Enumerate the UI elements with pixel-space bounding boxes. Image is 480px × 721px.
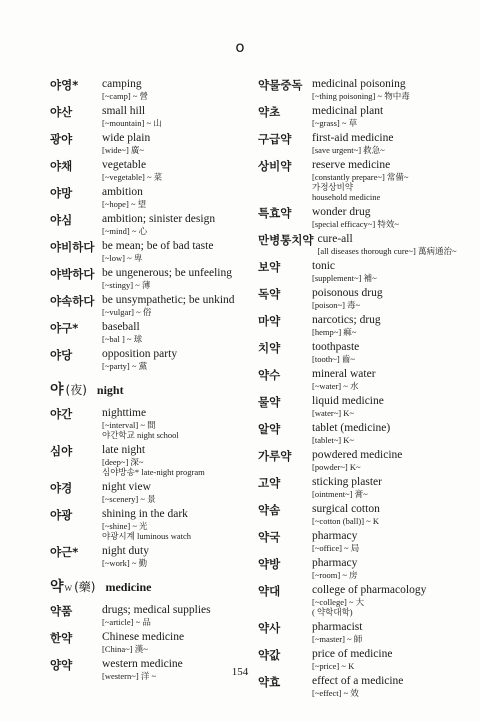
entry-headword: 가루약 <box>258 449 292 463</box>
entry-definition-block <box>312 675 458 698</box>
entry-example: 가정상비약 <box>312 182 354 192</box>
entry-definition: night view <box>102 481 151 493</box>
entry-etymology: [powder~] K~ <box>312 462 361 472</box>
entry-definition-block <box>102 321 255 344</box>
section-hanja: (夜) <box>65 383 87 397</box>
entry-definition-block <box>102 631 255 654</box>
entry-headword: 고약 <box>258 476 281 490</box>
entry-definition-block <box>312 368 458 391</box>
entry-etymology: [~hope] ~ 望 <box>102 199 147 209</box>
entry-etymology: [~office] ~ 局 <box>312 543 360 553</box>
entry-headword: 야채 <box>50 159 73 173</box>
dictionary-entry <box>50 132 255 155</box>
entry-definition: surgical cotton <box>312 503 380 515</box>
dictionary-entry <box>50 78 255 101</box>
entry-example: ( 약학대학) <box>312 607 353 617</box>
entry-etymology: [China~] 漢~ <box>102 644 148 654</box>
entry-definition-block <box>102 213 255 236</box>
entry-etymology: [~effect] ~ 效 <box>312 688 359 698</box>
entry-headword: 양약 <box>50 658 73 672</box>
entry-definition: night duty <box>102 545 149 557</box>
entry-definition: late night <box>102 444 146 456</box>
entry-etymology: [all diseases thorough cure~] 萬病通治~ <box>317 246 457 256</box>
entry-definition-block <box>312 584 458 617</box>
dictionary-entry <box>50 444 255 477</box>
entry-definition: tablet (medicine) <box>312 422 391 434</box>
entry-headword: 야박하다 <box>50 267 95 281</box>
section-headword: 약 <box>50 579 64 595</box>
dictionary-entry <box>258 476 458 499</box>
entry-etymology: [~water] ~ 水 <box>312 381 359 391</box>
entry-definition: wonder drug <box>312 206 371 218</box>
entry-definition-block <box>312 621 458 644</box>
dictionary-entry <box>258 530 458 553</box>
dictionary-entry <box>258 159 458 202</box>
entry-definition-block <box>312 557 458 580</box>
entry-headword: 마약 <box>258 314 281 328</box>
entry-headword: 야경 <box>50 481 73 495</box>
entry-definition: price of medicine <box>312 648 393 660</box>
entry-definition-block <box>102 132 255 155</box>
entry-definition: pharmacy <box>312 557 358 569</box>
entry-etymology: [~cotton (ball)] ~ K <box>312 516 380 526</box>
entry-definition-block <box>102 78 255 101</box>
entry-definition-block <box>312 260 458 283</box>
dictionary-entry <box>50 348 255 371</box>
dictionary-entry <box>258 105 458 128</box>
entry-headword: 한약 <box>50 631 73 645</box>
entry-etymology: [tooth~] 齒~ <box>312 354 355 364</box>
section-meaning: medicine <box>105 580 152 594</box>
dictionary-entry <box>50 294 255 317</box>
entry-headword: 약사 <box>258 621 281 635</box>
entry-headword: 광야 <box>50 132 73 146</box>
entry-definition: baseball <box>102 321 140 333</box>
dictionary-entry <box>258 206 458 229</box>
entry-etymology: [~vulgar] ~ 俗 <box>102 307 152 317</box>
entry-definition-block <box>102 240 255 263</box>
entry-example: 야광시계 luminous watch <box>102 531 192 541</box>
entry-etymology: [poison~] 毒~ <box>312 300 361 310</box>
entry-definition: effect of a medicine <box>312 675 404 687</box>
entry-etymology: [~grass] ~ 草 <box>312 118 358 128</box>
entry-etymology: [~college] ~ 大 <box>312 597 365 607</box>
entry-definition: liquid medicine <box>312 395 384 407</box>
entry-headword: 독약 <box>258 287 281 301</box>
entry-definition: western medicine <box>102 658 183 670</box>
dictionary-entry <box>258 675 458 698</box>
entry-definition-block <box>312 503 458 526</box>
entry-definition: wide plain <box>102 132 151 144</box>
entry-definition: pharmacy <box>312 530 358 542</box>
entry-definition: first-aid medicine <box>312 132 394 144</box>
entry-etymology: [~mind] ~ 心 <box>102 226 148 236</box>
dictionary-entry <box>258 287 458 310</box>
entry-definition-block <box>312 105 458 128</box>
entry-definition: ambition <box>102 186 143 198</box>
entry-headword: 약수 <box>258 368 281 382</box>
entry-headword: 야영* <box>50 78 79 92</box>
dictionary-entry <box>50 407 255 440</box>
entry-headword: 구급약 <box>258 132 292 146</box>
entry-etymology: [~shine] ~ 光 <box>102 521 148 531</box>
entry-headword: 약품 <box>50 604 73 618</box>
dictionary-entry <box>50 186 255 209</box>
entry-headword: 야구* <box>50 321 79 335</box>
entry-headword: 심야 <box>50 444 73 458</box>
entry-headword: 약초 <box>258 105 281 119</box>
entry-definition-block <box>312 314 458 337</box>
entry-etymology: [deep~] 深~ <box>102 457 144 467</box>
entry-etymology: [~bal ] ~ 球 <box>102 334 143 344</box>
dictionary-entry <box>50 481 255 504</box>
entry-headword: 야근* <box>50 545 79 559</box>
entry-headword: 약값 <box>258 648 281 662</box>
entry-etymology: [~price] ~ K <box>312 661 355 671</box>
entry-headword: 야당 <box>50 348 73 362</box>
dictionary-entry <box>258 78 458 101</box>
entry-definition-block <box>312 78 458 101</box>
entry-etymology: [~scenery] ~ 景 <box>102 494 156 504</box>
entry-etymology: [supplement~] 補~ <box>312 273 377 283</box>
dictionary-entry <box>50 631 255 654</box>
entry-definition-block <box>102 604 255 627</box>
entry-headword: 상비약 <box>258 159 292 173</box>
entry-etymology: [~vegetable] ~ 菜 <box>102 172 163 182</box>
entry-etymology: [~camp] ~ 營 <box>102 91 149 101</box>
entry-definition: pharmacist <box>312 621 363 633</box>
section-superscript: W <box>64 584 73 593</box>
entry-etymology: [water~] K~ <box>312 408 354 418</box>
dictionary-entry <box>50 545 255 568</box>
entry-definition: vegetable <box>102 159 147 171</box>
entry-definition: shining in the dark <box>102 508 188 520</box>
entry-headword: 약방 <box>258 557 281 571</box>
entry-etymology: [~interval] ~ 間 <box>102 420 156 430</box>
dictionary-entry <box>258 584 458 617</box>
entry-definition: camping <box>102 78 142 90</box>
section-heading <box>50 576 255 596</box>
entry-etymology: [~stingy] ~ 薄 <box>102 280 151 290</box>
entry-definition: medicinal plant <box>312 105 384 117</box>
entry-definition-block <box>312 287 458 310</box>
dictionary-entry <box>50 321 255 344</box>
entry-definition: drugs; medical supplies <box>102 604 211 616</box>
entry-definition-block <box>312 206 458 229</box>
entry-etymology: [wide~] 廣~ <box>102 145 145 155</box>
entry-headword: 물약 <box>258 395 281 409</box>
entry-etymology: [tablet~] K~ <box>312 435 355 445</box>
entry-definition: small hill <box>102 105 146 117</box>
entry-definition-block <box>102 444 255 477</box>
entry-definition-block <box>102 545 255 568</box>
entry-etymology: [constantly prepare~] 常備~ <box>312 172 409 182</box>
entry-etymology: [~low] ~ 卑 <box>102 253 143 263</box>
dictionary-entry <box>258 503 458 526</box>
dictionary-entry <box>50 604 255 627</box>
dictionary-entry <box>258 368 458 391</box>
dictionary-entry <box>258 314 458 337</box>
entry-definition-block <box>312 395 458 418</box>
entry-headword: 약물중독 <box>258 78 303 92</box>
dictionary-entry <box>50 240 255 263</box>
dictionary-entry <box>258 132 458 155</box>
dictionary-entry <box>50 508 255 541</box>
entry-definition-block <box>102 105 255 128</box>
entry-definition: toothpaste <box>312 341 360 353</box>
dictionary-entry <box>258 621 458 644</box>
entry-headword: 야산 <box>50 105 73 119</box>
entry-definition-block <box>102 508 255 541</box>
entry-headword: 야간 <box>50 407 73 421</box>
entry-definition: opposition party <box>102 348 178 360</box>
entry-headword: 알약 <box>258 422 281 436</box>
entry-headword: 만병통치약 <box>258 233 314 247</box>
entry-etymology: [save urgent~] 救急~ <box>312 145 385 155</box>
entry-headword: 약대 <box>258 584 281 598</box>
dictionary-entry <box>50 105 255 128</box>
entry-headword: 야심 <box>50 213 73 227</box>
entry-etymology: [hemp~] 痲~ <box>312 327 357 337</box>
entry-definition-block <box>312 422 458 445</box>
entry-headword: 약효 <box>258 675 281 689</box>
entry-definition: be ungenerous; be unfeeling <box>102 267 232 279</box>
entry-headword: 보약 <box>258 260 281 274</box>
entry-definition-block <box>312 132 458 155</box>
entry-headword: 특효약 <box>258 206 292 220</box>
entry-definition: medicinal poisoning <box>312 78 406 90</box>
entry-definition-block <box>312 530 458 553</box>
entry-etymology: [~work] ~ 勤 <box>102 558 148 568</box>
section-heading <box>50 379 255 399</box>
dictionary-entry <box>258 260 458 283</box>
entry-example-translation: household medicine <box>312 192 381 202</box>
entry-definition: mineral water <box>312 368 376 380</box>
entry-definition-block <box>318 233 458 256</box>
entry-definition-block <box>312 449 458 472</box>
left-column <box>50 78 255 685</box>
entry-example: 야간학교 night school <box>102 430 179 440</box>
entry-headword: 약솜 <box>258 503 281 517</box>
entry-etymology: [~room] ~ 房 <box>312 570 358 580</box>
entry-etymology: [~party] ~ 黨 <box>102 361 148 371</box>
entry-definition-block <box>312 341 458 364</box>
entry-definition-block <box>312 476 458 499</box>
entry-definition: reserve medicine <box>312 159 391 171</box>
dictionary-entry <box>50 213 255 236</box>
entry-definition: ambition; sinister design <box>102 213 216 225</box>
entry-definition: be mean; be of bad taste <box>102 240 214 252</box>
dictionary-entry <box>258 422 458 445</box>
entry-etymology: [~mountain] ~ 山 <box>102 118 162 128</box>
entry-definition-block <box>102 294 255 317</box>
entry-headword: 야망 <box>50 186 73 200</box>
entry-definition-block <box>102 159 255 182</box>
dictionary-entry <box>258 233 458 256</box>
entry-definition: powdered medicine <box>312 449 403 461</box>
entry-definition-block <box>102 407 255 440</box>
entry-definition: sticking plaster <box>312 476 382 488</box>
entry-definition-block <box>312 159 458 202</box>
entry-etymology: [~master] ~ 師 <box>312 634 363 644</box>
entry-etymology: [special efficacy~] 特效~ <box>312 219 399 229</box>
dictionary-entry <box>258 341 458 364</box>
entry-definition-block <box>102 348 255 371</box>
entry-definition: narcotics; drug <box>312 314 381 326</box>
right-column <box>258 78 458 702</box>
entry-definition: Chinese medicine <box>102 631 185 643</box>
entry-definition-block <box>102 186 255 209</box>
page-number: 154 <box>231 666 249 678</box>
dictionary-entry <box>258 557 458 580</box>
dictionary-entry <box>258 395 458 418</box>
entry-definition: college of pharmacology <box>312 584 427 596</box>
entry-etymology: [western~] 洋 ~ <box>102 671 157 681</box>
entry-headword: 약국 <box>258 530 281 544</box>
entry-headword: 야비하다 <box>50 240 95 254</box>
dictionary-entry <box>50 267 255 290</box>
entry-definition: cure-all <box>317 233 353 245</box>
entry-headword: 야속하다 <box>50 294 95 308</box>
dictionary-entry <box>50 159 255 182</box>
entry-definition: poisonous drug <box>312 287 383 299</box>
section-headword: 야 <box>50 382 64 398</box>
entry-etymology: [~article] ~ 品 <box>102 617 151 627</box>
entry-etymology: [~thing poisoning] ~ 物中毒 <box>312 91 410 101</box>
entry-definition-block <box>102 267 255 290</box>
entry-headword: 야광 <box>50 508 73 522</box>
entry-example: 심야방송* late-night program <box>102 467 205 477</box>
page-section-marker: o <box>235 38 245 56</box>
entry-definition: nighttime <box>102 407 147 419</box>
entry-headword: 치약 <box>258 341 281 355</box>
section-meaning: night <box>96 383 124 397</box>
entry-definition: tonic <box>312 260 335 272</box>
entry-definition-block <box>102 481 255 504</box>
entry-etymology: [ointment~] 膏~ <box>312 489 368 499</box>
dictionary-entry <box>258 449 458 472</box>
section-hanja: (藥) <box>74 580 96 594</box>
entry-definition: be unsympathetic; be unkind <box>102 294 235 306</box>
